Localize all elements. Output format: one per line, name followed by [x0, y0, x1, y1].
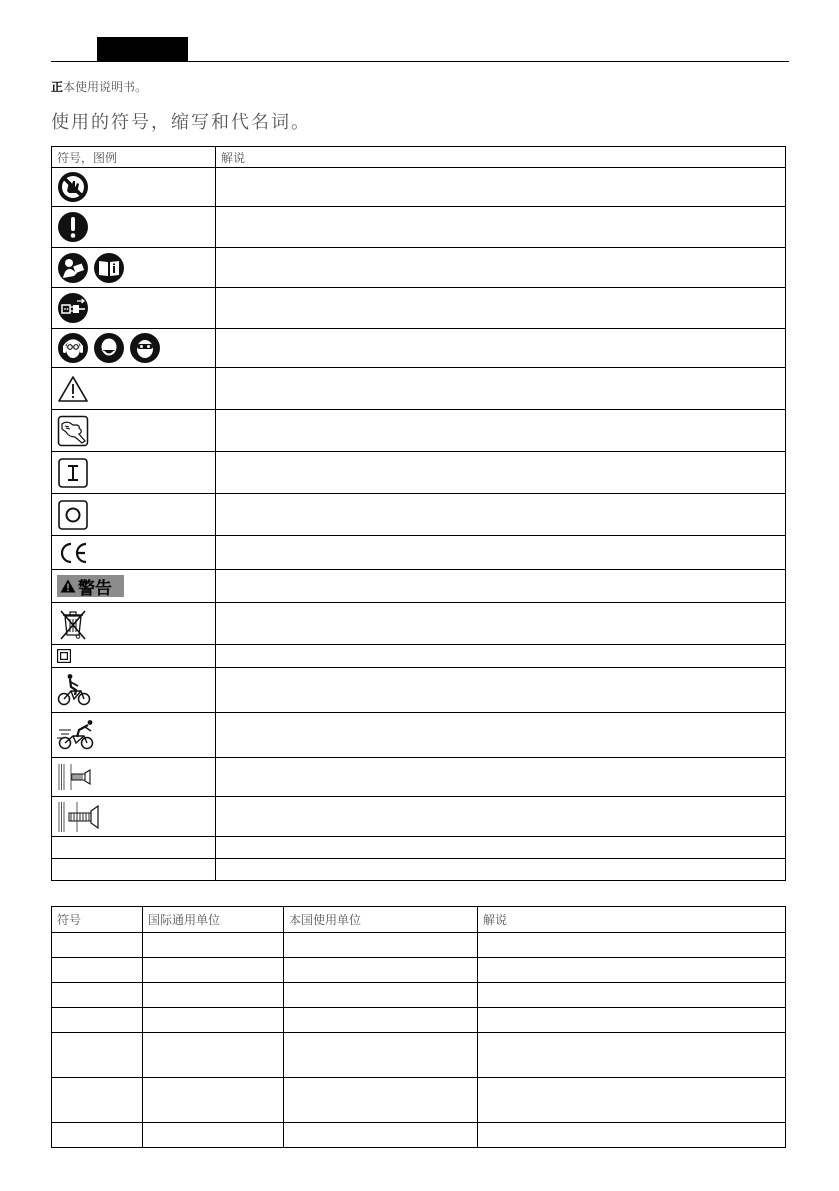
read-manual-person-icon [57, 252, 89, 284]
symbol-cell [52, 452, 216, 494]
wear-gloves-icon [57, 415, 89, 447]
symbol-cell [52, 1008, 143, 1033]
intro-text [51, 78, 147, 95]
warning-triangle-icon [60, 579, 76, 593]
si-unit-cell [143, 1123, 284, 1148]
column-header-local-unit: 本国使用单位 [284, 907, 478, 933]
table-row [52, 983, 786, 1008]
explanation-cell [478, 958, 786, 983]
table-row [52, 1033, 786, 1078]
si-unit-cell [143, 1033, 284, 1078]
explanation-cell [216, 494, 786, 536]
explanation-cell [216, 570, 786, 603]
symbol-cell [52, 494, 216, 536]
switch-on-icon [57, 457, 89, 489]
explanation-cell [216, 859, 786, 881]
symbol-cell [52, 1123, 143, 1148]
explanation-cell [216, 536, 786, 570]
si-unit-cell [143, 1008, 284, 1033]
header-tab [97, 37, 188, 62]
symbol-cell [52, 1033, 143, 1078]
table-row [52, 1078, 786, 1123]
read-manual-book-icon [93, 252, 125, 284]
table-row [52, 1123, 786, 1148]
explanation-cell [216, 452, 786, 494]
symbol-cell [52, 933, 143, 958]
ce-mark-icon [57, 541, 89, 565]
symbol-cell [52, 603, 216, 645]
attention-icon [57, 211, 89, 243]
explanation-cell [216, 603, 786, 645]
warning-label-text: 警告 [78, 578, 112, 599]
si-unit-cell [143, 958, 284, 983]
explanation-cell [478, 933, 786, 958]
explanation-cell [216, 797, 786, 837]
slow-cyclist-icon [57, 673, 91, 707]
column-header-explanation: 解说 [478, 907, 786, 933]
si-unit-cell [143, 983, 284, 1008]
explanation-cell [478, 1033, 786, 1078]
small-screw-icon [57, 763, 93, 791]
local-unit-cell [284, 1123, 478, 1148]
symbol-cell [52, 758, 216, 797]
explanation-cell [216, 645, 786, 668]
symbol-cell [52, 288, 216, 329]
dust-mask-icon [93, 332, 125, 364]
local-unit-cell [284, 1008, 478, 1033]
si-unit-cell [143, 933, 284, 958]
table-row [52, 958, 786, 983]
symbol-cell [52, 536, 216, 570]
large-screw-icon [57, 801, 101, 833]
protection-class-ii-icon [57, 649, 71, 663]
symbol-cell [52, 207, 216, 248]
explanation-cell [478, 1123, 786, 1148]
column-header-symbol: 符号 [52, 907, 143, 933]
explanation-cell [216, 207, 786, 248]
explanation-cell [216, 288, 786, 329]
symbol-cell [52, 329, 216, 368]
header-rule [51, 61, 789, 62]
page-heading: 使用的符号，缩写和代名词。 [51, 112, 311, 133]
local-unit-cell [284, 1033, 478, 1078]
switch-off-icon [57, 499, 89, 531]
intro-mark: 正 [51, 80, 64, 94]
safety-glasses-icon [129, 332, 161, 364]
explanation-cell [216, 368, 786, 410]
local-unit-cell [284, 1078, 478, 1123]
symbol-cell [52, 983, 143, 1008]
table-row [52, 933, 786, 958]
column-header-explanation: 解说 [216, 147, 786, 168]
units-table [51, 906, 786, 1148]
symbols-table [51, 146, 786, 881]
symbol-cell [52, 668, 216, 713]
explanation-cell [216, 758, 786, 797]
ear-protection-icon [57, 332, 89, 364]
symbol-cell [52, 248, 216, 288]
symbol-cell [52, 1078, 143, 1123]
table-row [52, 1008, 786, 1033]
symbol-cell [52, 410, 216, 452]
symbol-cell [52, 859, 216, 881]
symbol-cell [52, 168, 216, 207]
warning-triangle-icon [57, 375, 89, 403]
symbol-cell [52, 368, 216, 410]
column-header-si-unit: 国际通用单位 [143, 907, 284, 933]
local-unit-cell [284, 983, 478, 1008]
explanation-cell [478, 1008, 786, 1033]
local-unit-cell [284, 958, 478, 983]
explanation-cell [216, 713, 786, 758]
explanation-cell [216, 410, 786, 452]
local-unit-cell [284, 933, 478, 958]
explanation-cell [478, 983, 786, 1008]
wheelie-bin-crossed-icon [57, 607, 89, 641]
warning-label [57, 575, 124, 597]
explanation-cell [216, 248, 786, 288]
intro-body: 本使用说明书。 [63, 80, 148, 94]
symbol-cell [52, 645, 216, 668]
si-unit-cell [143, 1078, 284, 1123]
explanation-cell [216, 668, 786, 713]
unplug-icon [57, 292, 89, 324]
symbol-cell [52, 837, 216, 859]
explanation-cell [216, 837, 786, 859]
fast-cyclist-icon [57, 718, 97, 752]
symbol-cell [52, 713, 216, 758]
explanation-cell [216, 329, 786, 368]
explanation-cell [216, 168, 786, 207]
column-header-symbol: 符号，图例 [52, 147, 216, 168]
symbol-cell [52, 958, 143, 983]
explanation-cell [478, 1078, 786, 1123]
symbol-cell [52, 797, 216, 837]
symbol-cell [52, 570, 216, 603]
no-touch-icon [57, 171, 89, 203]
